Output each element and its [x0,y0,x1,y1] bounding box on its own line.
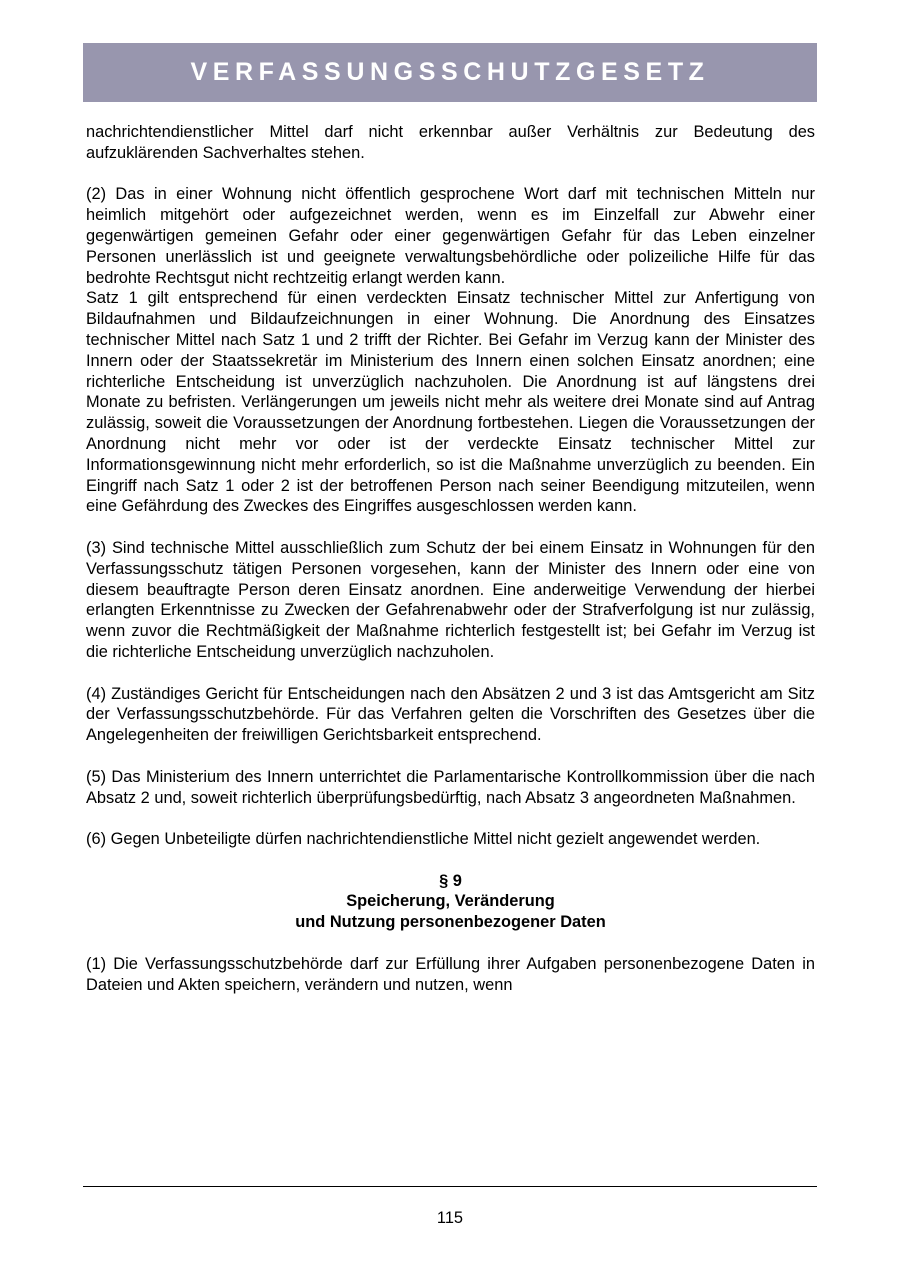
paragraph-5: (5) Das Ministerium des Innern unterrichtet die Parlamentarische Kontrollkommission über die nach Absatz 2 und, soweit richterlich überprüfungsbedürftig, nach Absatz 3 angeordneten Maßnahmen. [86,767,815,807]
paragraph-2-continuation: Satz 1 gilt entsprechend für einen verdeckten Einsatz technischer Mittel zur Anfertigung von Bildaufnahmen und Bildaufzeichnungen in einer Wohnung. Die Anordnung des Einsatzes technischer Mittel nach Satz 1 und 2 trifft der Richter. Bei Gefahr im Verzug kann der Minister des Innern oder der Staatssekretär im Ministerium des Innern einen solchen Einsatz anordnen; eine richterliche Entscheidung ist unverzüglich nachzuholen. Die Anordnung ist auf längstens drei Monate zu befristen. Verlängerungen um jeweils nicht mehr als weitere drei Monate sind auf Antrag zulässig, soweit die Voraussetzungen der Anordnung fortbestehen. Liegen die Voraussetzungen der Anordnung nicht mehr vor oder ist der verdeckte Einsatz technischer Mittel zur Informationsgewinnung nicht mehr erforderlich, so ist die Maßnahme unverzüglich zu beenden. Ein Eingriff nach Satz 1 oder 2 ist der betroffenen Person nach seiner Beendigung mitzuteilen, wenn eine Gefährdung des Zweckes des Eingriffes ausgeschlossen werden kann. [86,289,815,516]
page-number: 115 [436,1209,464,1227]
page-header-title: VERFASSUNGSSCHUTZGESETZ [190,58,710,86]
paragraph-4: (4) Zuständiges Gericht für Entscheidungen nach den Absätzen 2 und 3 ist das Amtsgericht am Sitz der Verfassungsschutzbehörde. Für das Verfahren gelten die Vorschriften des Gesetzes über die Angelegenheiten der freiwilligen Gerichtsbarkeit entsprechend. [86,684,815,745]
paragraph-3: (3) Sind technische Mittel ausschließlich zum Schutz der bei einem Einsatz in Wohnungen für den Verfassungsschutz tätigen Personen vorgesehen, kann der Minister des Innern oder eine von diesem beauftragte Person deren Einsatz anordnen. Eine anderweitige Verwendung der hierbei erlangten Erkenntnisse zu Zwecken der Gefahrenabwehr oder der Strafverfolgung ist nur zulässig, wenn zuvor die Rechtmäßigkeit der Maßnahme richterlich festgestellt ist; bei Gefahr im Verzug ist die richterliche Entscheidung unverzüglich nachzuholen. [86,538,815,661]
section-title-line-2: und Nutzung personenbezogener Daten [295,913,606,932]
header-banner [83,43,817,102]
footer-divider [83,1186,817,1187]
paragraph-6: (6) Gegen Unbeteiligte dürfen nachrichtendienstliche Mittel nicht gezielt angewendet werden. [86,830,761,849]
document-body [86,122,815,995]
paragraph-2: (2) Das in einer Wohnung nicht öffentlich gesprochene Wort darf mit technischen Mitteln nur heimlich mitgehört oder aufgezeichnet werden, wenn es im Einzelfall zur Abwehr einer gegenwärtigen gemeinen Gefahr oder einer gegenwärtigen Gefahr für das Leben einzelner Personen unerlässlich ist und geeignete verwaltungsbehördliche oder polizeiliche Hilfe für das bedrohte Rechtsgut nicht rechtzeitig erlangt werden kann. [86,185,815,287]
section-9-paragraph-1: (1) Die Verfassungsschutzbehörde darf zur Erfüllung ihrer Aufgaben personenbezogene Daten in Dateien und Akten speichern, verändern und nutzen, wenn [86,954,815,994]
section-heading [86,871,815,933]
section-title-line-1: Speicherung, Veränderung [346,892,555,911]
section-number: § 9 [439,871,462,890]
continuation-paragraph: nachrichtendienstlicher Mittel darf nicht erkennbar außer Verhältnis zur Bedeutung des aufzuklärenden Sachverhaltes stehen. [86,123,815,162]
